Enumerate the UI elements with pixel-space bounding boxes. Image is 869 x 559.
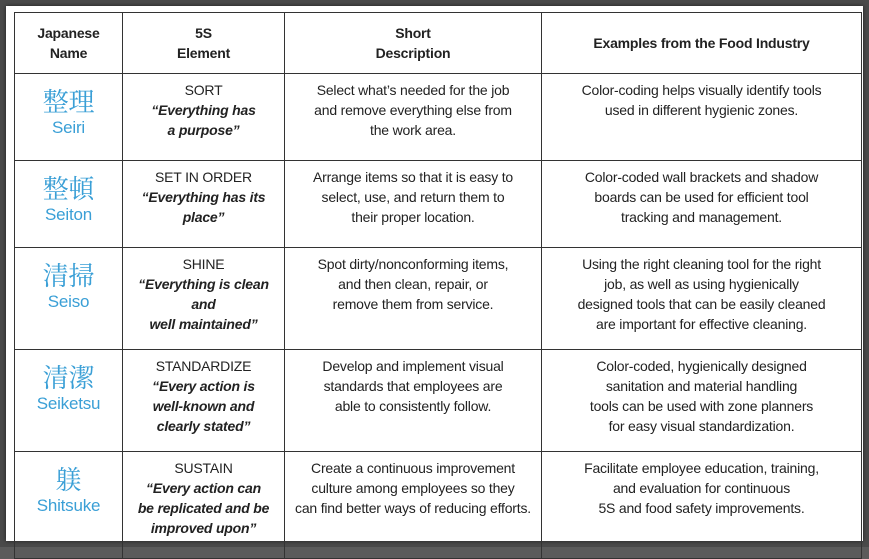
kanji-text: 清潔: [42, 364, 95, 394]
japanese-name-cell: [15, 248, 123, 350]
description-cell: Create a continuous improvement culture among employees so they can find better ways of reducing efforts.: [285, 452, 542, 559]
table-row: [15, 452, 862, 559]
japanese-name-cell: [15, 161, 123, 248]
header-japanese-name: Japanese Name: [15, 13, 123, 74]
table-row: [15, 350, 862, 452]
element-motto: “Everything is clean and well maintained”: [138, 276, 269, 332]
romaji-text: Shitsuke: [36, 496, 101, 515]
element-name: SORT: [184, 82, 223, 98]
header-5s-element: 5S Element: [123, 13, 285, 74]
element-cell: [123, 161, 285, 248]
example-cell: Facilitate employee education, training, and evaluation for continuous 5S and food safety improvements.: [542, 452, 862, 559]
kanji-text: 躾: [55, 466, 82, 496]
romaji-text: Seiri: [51, 118, 85, 137]
5s-table: [14, 12, 862, 559]
header-row: [15, 13, 862, 74]
kanji-text: 整頓: [42, 175, 95, 205]
example-cell: Color-coded wall brackets and shadow boards can be used for efficient tool tracking and management.: [542, 161, 862, 248]
kanji-text: 清掃: [42, 262, 95, 292]
element-motto: “Every action is well-known and clearly stated”: [152, 378, 255, 434]
element-name: SUSTAIN: [174, 460, 233, 476]
table-row: [15, 74, 862, 161]
japanese-name-cell: [15, 74, 123, 161]
table-row: [15, 161, 862, 248]
element-motto: “Every action can be replicated and be improved upon”: [137, 480, 270, 536]
example-cell: Using the right cleaning tool for the right job, as well as using hygienically designed tools that can be easily cleaned are important for effective cleaning.: [542, 248, 862, 350]
document-page: [6, 6, 863, 541]
element-name: STANDARDIZE: [155, 358, 252, 374]
header-short-description: Short Description: [285, 13, 542, 74]
element-cell: [123, 248, 285, 350]
element-cell: [123, 74, 285, 161]
element-motto: “Everything has a purpose”: [151, 102, 256, 138]
element-cell: [123, 452, 285, 559]
romaji-text: Seiton: [44, 205, 92, 224]
element-name: SET IN ORDER: [155, 169, 252, 185]
kanji-text: 整理: [42, 88, 95, 118]
description-cell: Select what’s needed for the job and remove everything else from the work area.: [285, 74, 542, 161]
romaji-text: Seiketsu: [36, 394, 101, 413]
table-row: [15, 248, 862, 350]
japanese-name-cell: [15, 452, 123, 559]
element-cell: [123, 350, 285, 452]
header-examples: Examples from the Food Industry: [542, 13, 862, 74]
romaji-text: Seiso: [47, 292, 90, 311]
description-cell: Arrange items so that it is easy to select, use, and return them to their proper location.: [285, 161, 542, 248]
japanese-name-cell: [15, 350, 123, 452]
example-cell: Color-coded, hygienically designed sanitation and material handling tools can be used with zone planners for easy visual standardization.: [542, 350, 862, 452]
example-cell: Color-coding helps visually identify tools used in different hygienic zones.: [542, 74, 862, 161]
element-motto: “Everything has its place”: [141, 189, 266, 225]
description-cell: Develop and implement visual standards that employees are able to consistently follow.: [285, 350, 542, 452]
element-name: SHINE: [182, 256, 225, 272]
description-cell: Spot dirty/nonconforming items, and then clean, repair, or remove them from service.: [285, 248, 542, 350]
